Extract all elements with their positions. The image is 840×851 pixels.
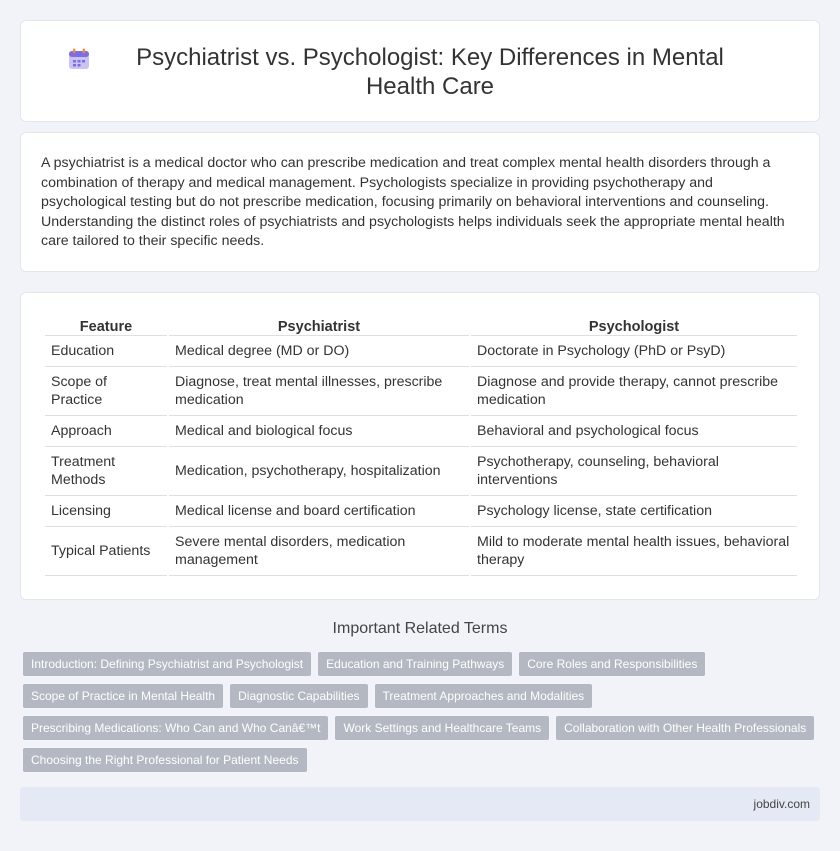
table-cell: Scope of Practice [45,367,167,416]
table-row [45,496,797,527]
table-row [45,527,797,576]
table-row [45,367,797,416]
footer [20,787,820,821]
term-link[interactable]: Education and Training Pathways [318,652,512,676]
table-cell: Medication, psychotherapy, hospitalization [169,447,469,496]
term-link[interactable]: Choosing the Right Professional for Patient Needs [23,748,307,772]
term-row [23,716,823,740]
table-cell: Psychotherapy, counseling, behavioral interventions [471,447,797,496]
page-title: Psychiatrist vs. Psychologist: Key Differences in Mental Health Care [136,44,724,100]
table-cell: Treatment Methods [45,447,167,496]
intro-paragraph: A psychiatrist is a medical doctor who can prescribe medication and treat complex mental health disorders through a combination of therapy and medical management. Psychologists specialize in providing psychotherapy and psychological testing but do not prescribe medication, focusing primarily on behavioral interventions and counseling. Understanding the distinct roles of psychiatrists and psychologists helps individuals seek the appropriate mental health care tailored to their specific needs. [41,155,785,250]
table-row [45,447,797,496]
table-cell: Doctorate in Psychology (PhD or PsyD) [471,336,797,367]
footer-site-link[interactable]: jobdiv.com [753,797,810,811]
header-feature: Feature [45,315,167,336]
term-row [23,684,823,708]
header-card [20,20,820,122]
table-cell: Diagnose, treat mental illnesses, prescribe medication [169,367,469,416]
table-cell: Licensing [45,496,167,527]
table-cell: Behavioral and psychological focus [471,416,797,447]
table-cell: Typical Patients [45,527,167,576]
term-link[interactable]: Diagnostic Capabilities [230,684,367,708]
table-cell: Severe mental disorders, medication management [169,527,469,576]
term-link[interactable]: Treatment Approaches and Modalities [375,684,593,708]
term-link[interactable]: Introduction: Defining Psychiatrist and Psychologist [23,652,311,676]
term-link[interactable]: Core Roles and Responsibilities [519,652,705,676]
term-row [23,748,823,772]
header-psychiatrist: Psychiatrist [169,315,469,336]
table-cell: Approach [45,416,167,447]
table-cell: Mild to moderate mental health issues, behavioral therapy [471,527,797,576]
table-cell: Medical and biological focus [169,416,469,447]
table-cell: Psychology license, state certification [471,496,797,527]
term-link[interactable]: Scope of Practice in Mental Health [23,684,223,708]
related-terms-list [23,652,823,780]
term-link[interactable]: Prescribing Medications: Who Can and Who Canâ€™t [23,716,328,740]
table-row [45,336,797,367]
table-cell: Education [45,336,167,367]
header-psychologist: Psychologist [471,315,797,336]
table-cell: Medical degree (MD or DO) [169,336,469,367]
table-header-row [45,315,797,336]
term-row [23,652,823,676]
intro-card [20,132,820,272]
table-row [45,416,797,447]
table-cell: Medical license and board certification [169,496,469,527]
related-terms-heading: Important Related Terms [332,620,508,637]
comparison-table [43,315,799,576]
term-link[interactable]: Collaboration with Other Health Professionals [556,716,814,740]
comparison-table-card [20,292,820,600]
term-link[interactable]: Work Settings and Healthcare Teams [335,716,549,740]
table-cell: Diagnose and provide therapy, cannot prescribe medication [471,367,797,416]
